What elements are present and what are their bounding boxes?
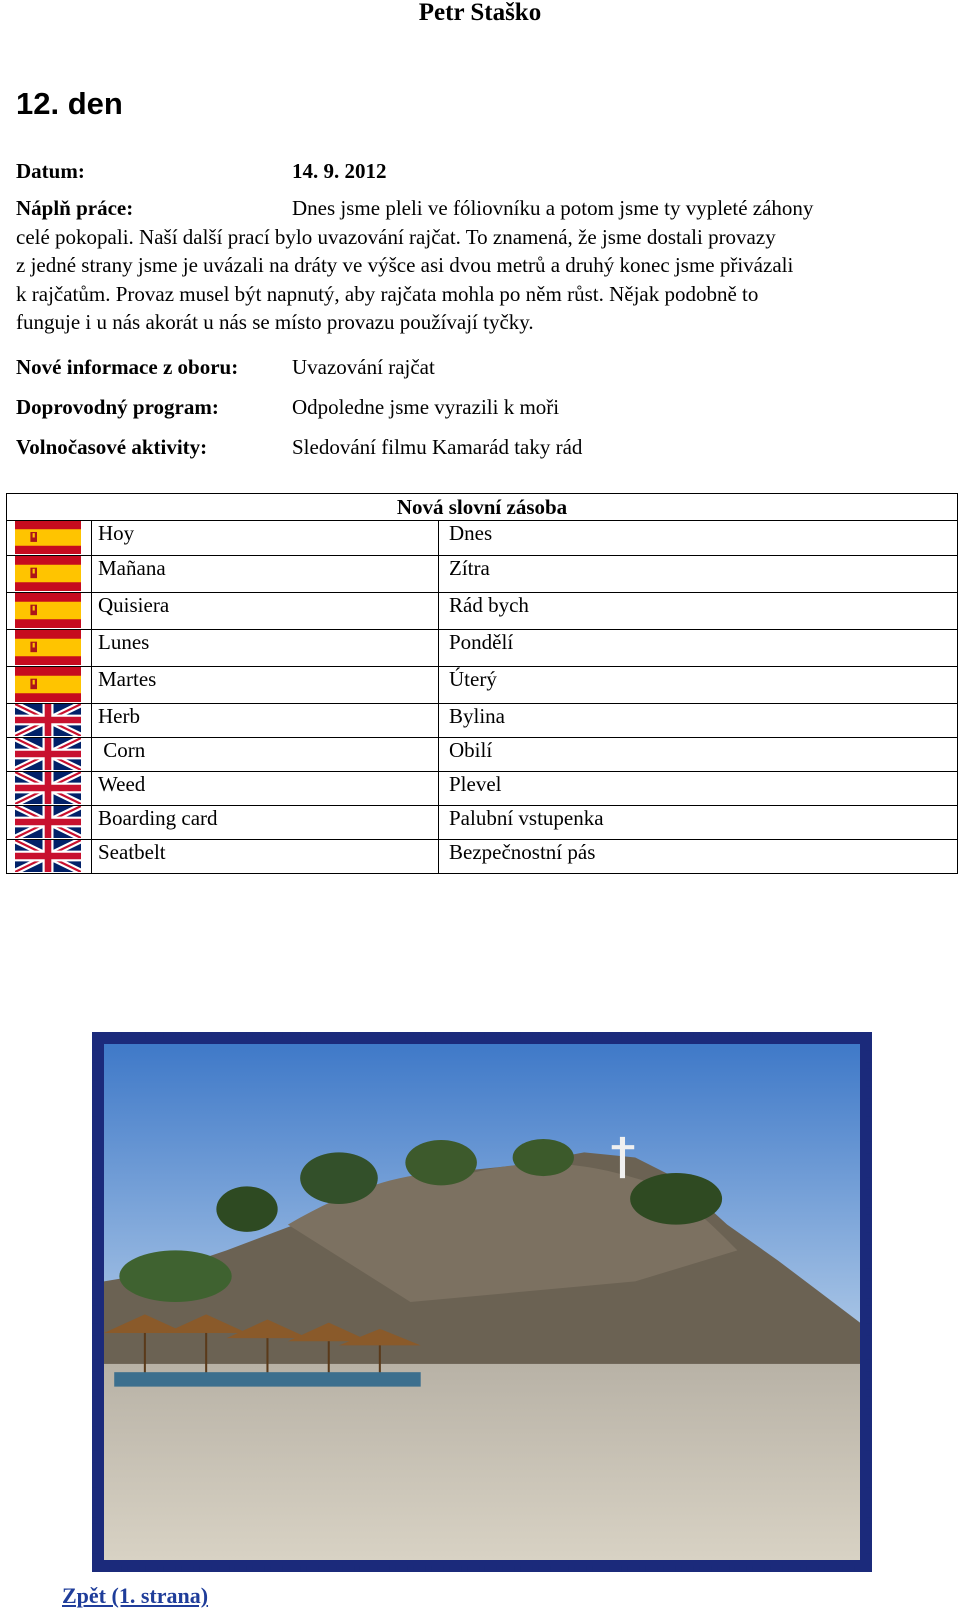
vocab-row	[7, 704, 958, 738]
czech-word: Rád bych	[439, 593, 958, 630]
leisure-label: Volnočasové aktivity:	[16, 435, 208, 459]
info-row	[16, 354, 435, 380]
work-label: Náplň práce:	[16, 196, 134, 220]
foreign-word: Lunes	[92, 630, 439, 667]
foreign-word: Martes	[92, 667, 439, 704]
spain-flag-icon	[15, 556, 81, 591]
foreign-word: Hoy	[92, 521, 439, 556]
back-link[interactable]: Zpět (1. strana)	[62, 1583, 209, 1608]
uk-flag-icon	[15, 772, 81, 804]
author-name: Petr Staško	[418, 0, 542, 26]
uk-flag-icon	[15, 840, 81, 872]
leisure-row	[16, 434, 582, 460]
vocab-row	[7, 521, 958, 556]
date-label: Datum:	[16, 159, 85, 183]
vocab-row	[7, 806, 958, 840]
czech-word: Obilí	[439, 738, 958, 772]
vocab-row	[7, 556, 958, 593]
program-label: Doprovodný program:	[16, 395, 219, 419]
work-line-1: Dnes jsme pleli ve fóliovníku a potom jsme ty vypleté záhony	[292, 196, 814, 220]
vocab-row	[7, 738, 958, 772]
czech-word: Dnes	[439, 521, 958, 556]
work-line-4: k rajčatům. Provaz musel být napnutý, aby rajčata mohla po něm růst. Nějak podobně to	[16, 281, 759, 306]
vocab-row	[7, 593, 958, 630]
leisure-value: Sledování filmu Kamarád taky rád	[292, 435, 583, 459]
foreign-word: Mañana	[92, 556, 439, 593]
spain-flag-icon	[15, 521, 81, 554]
program-value: Odpoledne jsme vyrazili k moři	[292, 395, 560, 419]
spain-flag-icon	[15, 630, 81, 665]
uk-flag-icon	[15, 704, 81, 736]
flag-cell	[7, 806, 92, 840]
foreign-word: Seatbelt	[92, 840, 439, 874]
flag-cell	[7, 630, 92, 667]
czech-word: Úterý	[439, 667, 958, 704]
czech-word: Zítra	[439, 556, 958, 593]
vocab-row	[7, 630, 958, 667]
foreign-word: Corn	[92, 738, 439, 772]
work-paragraph	[16, 194, 946, 337]
vocab-row	[7, 772, 958, 806]
vocabulary-caption: Nová slovní zásoba	[7, 494, 958, 521]
work-line-3: z jedné strany jsme je uvázali na dráty ve výšce asi dvou metrů a druhý konec jsme přivázali	[16, 253, 794, 277]
foreign-word: Weed	[92, 772, 439, 806]
info-value: Uvazování rajčat	[292, 355, 435, 379]
beach-photo-frame	[92, 1032, 872, 1572]
vocab-row	[7, 840, 958, 874]
flag-cell	[7, 772, 92, 806]
uk-flag-icon	[15, 738, 81, 770]
info-label: Nové informace z oboru:	[16, 355, 239, 379]
foreign-word: Herb	[92, 704, 439, 738]
beach-photo	[104, 1044, 860, 1560]
program-row	[16, 394, 559, 420]
uk-flag-icon	[15, 806, 81, 838]
flag-cell	[7, 521, 92, 556]
flag-cell	[7, 704, 92, 738]
vocabulary-table	[6, 493, 958, 874]
czech-word: Plevel	[439, 772, 958, 806]
czech-word: Pondělí	[439, 630, 958, 667]
czech-word: Bezpečnostní pás	[439, 840, 958, 874]
flag-cell	[7, 556, 92, 593]
czech-word: Bylina	[439, 704, 958, 738]
vocab-row	[7, 667, 958, 704]
work-line-2: celé pokopali. Naší další prací bylo uvazování rajčat. To znamená, že jsme dostali provazy	[16, 224, 776, 249]
spain-flag-icon	[15, 667, 81, 702]
date-row	[16, 158, 387, 184]
flag-cell	[7, 667, 92, 704]
foreign-word: Boarding card	[92, 806, 439, 840]
day-title: 12. den	[16, 86, 123, 121]
date-value: 14. 9. 2012	[292, 159, 387, 183]
flag-cell	[7, 593, 92, 630]
work-line-5: funguje i u nás akorát u nás se místo provazu používají tyčky.	[16, 310, 534, 334]
flag-cell	[7, 840, 92, 874]
flag-cell	[7, 738, 92, 772]
foreign-word: Quisiera	[92, 593, 439, 630]
spain-flag-icon	[15, 593, 81, 628]
czech-word: Palubní vstupenka	[439, 806, 958, 840]
